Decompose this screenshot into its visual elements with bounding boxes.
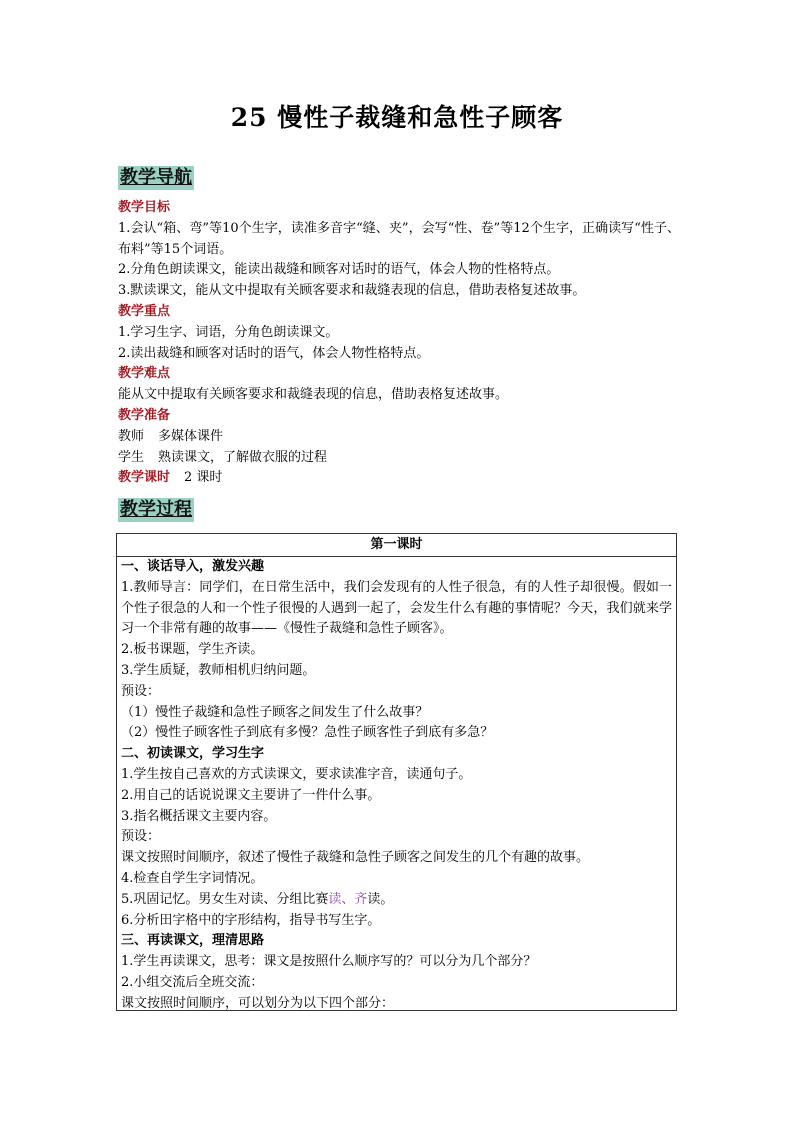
difficulties-label: 教学难点 [118, 366, 171, 382]
hours-label: 教学课时 [118, 470, 171, 486]
hours-row [118, 468, 680, 489]
difficulties-text: 能从文中提取有关顾客要求和裁缝表现的信息，借助表格复述故事。 [118, 387, 509, 403]
item5-suffix: 读。 [367, 891, 394, 907]
process-item: 2.用自己的话说说课文主要讲了一件什么事。 [121, 787, 381, 803]
process-item: 预设： [121, 829, 161, 845]
item5-prefix: 5.巩固记忆。男女生对读、分组比赛 [121, 891, 329, 907]
process-item: 1.学生按自己喜欢的方式读课文，要求读准字音，读通句子。 [121, 766, 472, 782]
lesson-title: 第一课时 [117, 534, 676, 557]
process-item: 3.指名概括课文主要内容。 [121, 808, 277, 824]
goal-item: 2.分角色朗读课文，能读出裁缝和顾客对话时的语气，体会人物的性格特点。 [118, 262, 560, 278]
student-item: 熟读课文，了解做衣服的过程 [158, 449, 328, 465]
goal-item: 3.默读课文，能从文中提取有关顾客要求和裁缝表现的信息，借助表格复述故事。 [118, 283, 586, 299]
section-heading-process: 教学过程 [120, 499, 192, 520]
section-heading-nav: 教学导航 [120, 167, 192, 188]
teacher-role: 教师 [118, 428, 145, 444]
part-title: 三、再读课文，理清思路 [121, 933, 265, 949]
process-item: 6.分析田字格中的字形结构，指导书写生字。 [121, 912, 381, 928]
preparation-student [118, 448, 680, 469]
process-item: 课文按照时间顺序，可以划分为以下四个部分： [121, 995, 395, 1011]
page-title: 25 慢性子裁缝和急性子顾客 [230, 103, 564, 132]
hours-value: 2 课时 [184, 470, 223, 486]
student-role: 学生 [118, 449, 145, 465]
goals-label: 教学目标 [118, 200, 171, 215]
goal-item: 1.会认“箱、弯”等10个生字，读准多音字“缝、夹”，会写“性、卷”等12个生字，正确读写“性子、布料”等15个词语。 [118, 220, 680, 257]
process-item: 1.教师导言：同学们，在日常生活中，我们会发现有的人性子很急，有的人性子却很慢。假如一个性子很急的人和一个性子很慢的人遇到一起了，会发生什么有趣的事情呢？今天，我们就来学习一个非常有趣的故事——《慢性子裁缝和急性子顾客》。 [121, 579, 672, 637]
process-item: 课文按照时间顺序，叙述了慢性子裁缝和急性子顾客之间发生的几个有趣的故事。 [121, 850, 590, 866]
process-item: （1）慢性子裁缝和急性子顾客之间发生了什么故事？ [121, 704, 429, 720]
lesson-process-table [116, 533, 677, 1011]
key-point-item: 1.学习生字、词语，分角色朗读课文。 [118, 324, 339, 340]
part-title: 一、谈话导入，激发兴趣 [121, 559, 265, 574]
process-item: 预设： [121, 683, 161, 699]
part-title: 二、初读课文，学习生字 [121, 746, 265, 762]
process-item [121, 890, 672, 911]
preparation-label: 教学准备 [118, 407, 171, 423]
key-point-item: 2.读出裁缝和顾客对话时的语气，体会人物性格特点。 [118, 345, 430, 361]
process-item: 4.检查自学生字词情况。 [121, 870, 264, 886]
preparation-teacher [118, 427, 680, 448]
process-item: 3.学生质疑，教师相机归纳问题。 [121, 662, 316, 678]
process-item: 2.板书课题，学生齐读。 [121, 642, 264, 658]
key-points-label: 教学重点 [118, 303, 171, 319]
process-item: （2）慢性子顾客性子到底有多慢？急性子顾客性子到底有多急？ [121, 725, 494, 741]
item5-highlight: 读、齐 [328, 891, 368, 907]
teacher-item: 多媒体课件 [158, 428, 224, 444]
process-item: 2.小组交流后全班交流： [121, 974, 264, 990]
teaching-nav-block [118, 198, 680, 489]
process-item: 1.学生再读课文，思考：课文是按照什么顺序写的？可以分为几个部分？ [121, 954, 537, 970]
